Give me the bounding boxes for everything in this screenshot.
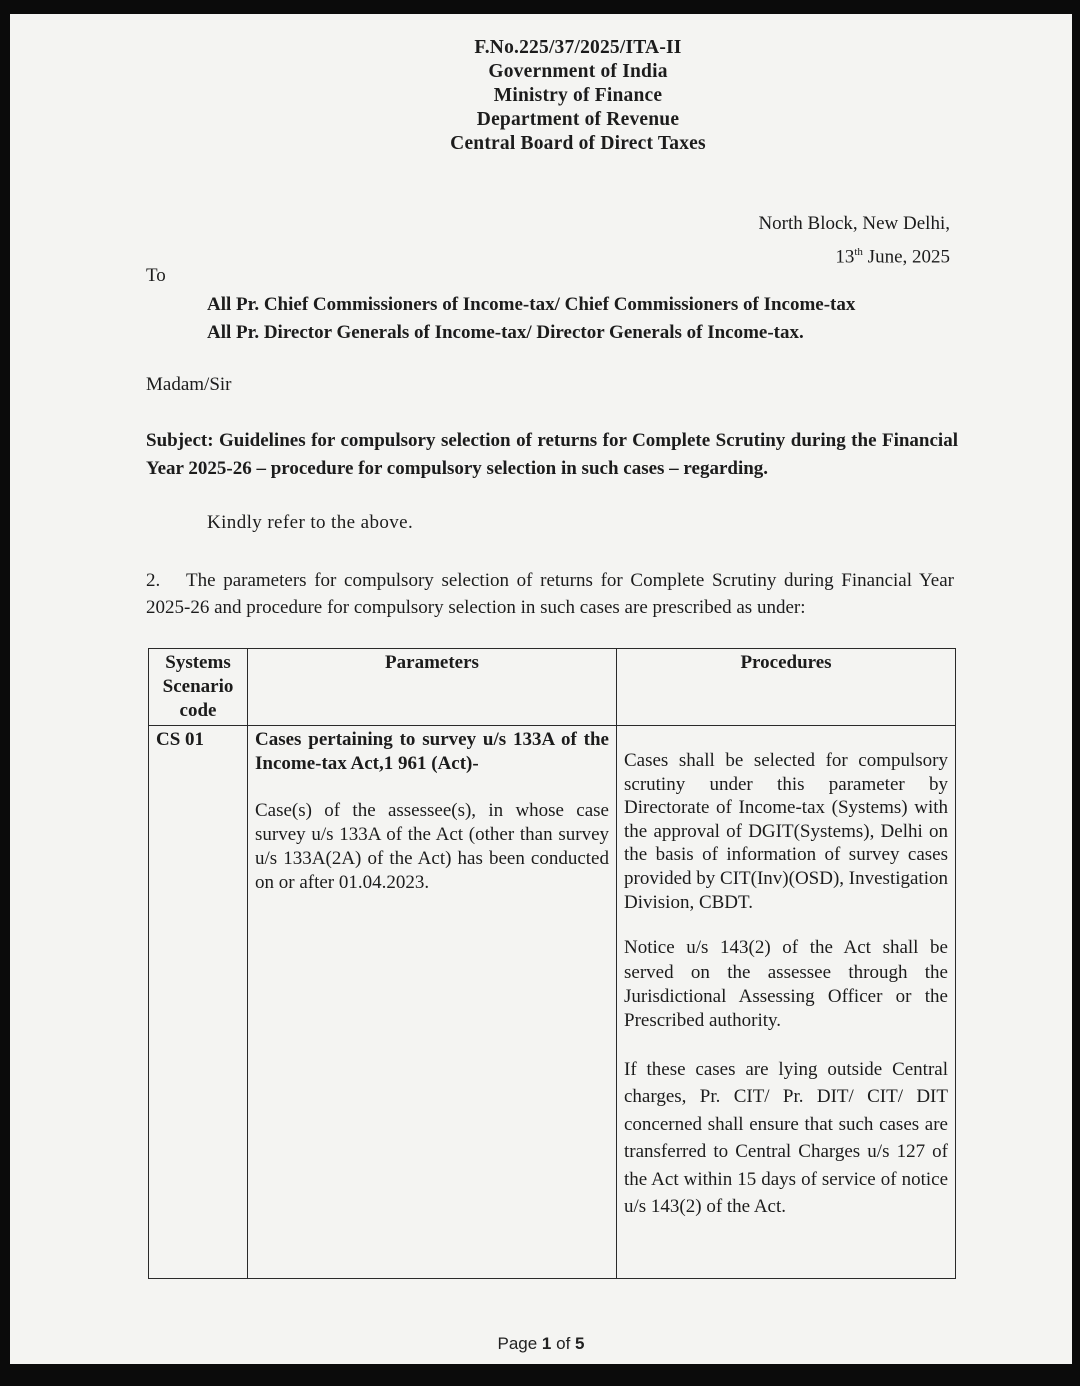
parameters-cell (248, 726, 617, 1279)
to-label: To (146, 265, 166, 286)
paragraph-number: 2. (146, 570, 161, 591)
file-number: F.No.225/37/2025/ITA-II (474, 37, 682, 58)
letter-header (10, 36, 1072, 156)
ministry-line: Ministry of Finance (493, 85, 663, 106)
addressee-line: All Pr. Chief Commissioners of Income-tax/ Chief Commissioners of Income-tax (207, 294, 856, 315)
page-footer: Page 1 of 5 (497, 1334, 585, 1353)
parameters-table (148, 648, 956, 1279)
department-line: Department of Revenue (476, 109, 680, 130)
letter-date: 13th June, 2025 (835, 246, 950, 268)
document-page (10, 14, 1072, 1364)
government-line: Government of India (488, 61, 668, 82)
header-procedures: Procedures (617, 649, 956, 726)
page-total: 5 (575, 1334, 585, 1353)
header-parameters: Parameters (248, 649, 617, 726)
page-number: 1 (541, 1334, 552, 1353)
table-header-row (149, 649, 956, 726)
procedure-paragraph: If these cases are lying outside Central charges, Pr. CIT/ Pr. DIT/ CIT/ DIT concerned shall ensure that such cases are transferred to Central Charges u/s 127 of the Act within 15 days of service of notice u/s 143(2) of the Act. (624, 1058, 948, 1218)
reference-line: Kindly refer to the above. (207, 512, 414, 533)
paragraph-text: The parameters for compulsory selection of returns for Complete Scrutiny during Financial Year 2025-26 and procedure for compulsory selection in such cases are prescribed as under: (146, 570, 954, 618)
paragraph-2 (146, 567, 954, 621)
place-and-date (758, 210, 950, 271)
parameter-title: Cases pertaining to survey u/s 133A of the Income-tax Act,1 961 (Act)- (255, 729, 609, 774)
location: North Block, New Delhi, (758, 213, 950, 234)
board-line: Central Board of Direct Taxes (450, 133, 706, 154)
parameter-description: Case(s) of the assessee(s), in whose case survey u/s 133A of the Act (other than survey u/s 133A(2A) of the Act) has been conducted on or after 01.04.2023. (255, 800, 609, 893)
scenario-code-cell: CS 01 (149, 726, 248, 1279)
addressee-line: All Pr. Director Generals of Income-tax/ Director Generals of Income-tax. (207, 322, 804, 343)
procedures-cell (617, 726, 956, 1279)
procedure-paragraph: Cases shall be selected for compulsory scrutiny under this parameter by Directorate of Income-tax (Systems) with the approval of DGIT(Systems), Delhi on the basis of information of survey cases provided by CIT(Inv)(OSD), Investigation Division, CBDT. (624, 750, 948, 913)
addressee-block (207, 291, 855, 347)
header-scenario-code: Systems Scenario code (149, 649, 248, 726)
procedure-paragraph: Notice u/s 143(2) of the Act shall be served on the assessee through the Jurisdictional Assessing Officer or the Prescribed authority. (624, 937, 948, 1032)
salutation: Madam/Sir (146, 374, 232, 395)
table-row (149, 726, 956, 1279)
subject-line: Subject: Guidelines for compulsory selection of returns for Complete Scrutiny during the Financial Year 2025-26 – procedure for compulsory selection in such cases – regarding. (146, 430, 958, 479)
